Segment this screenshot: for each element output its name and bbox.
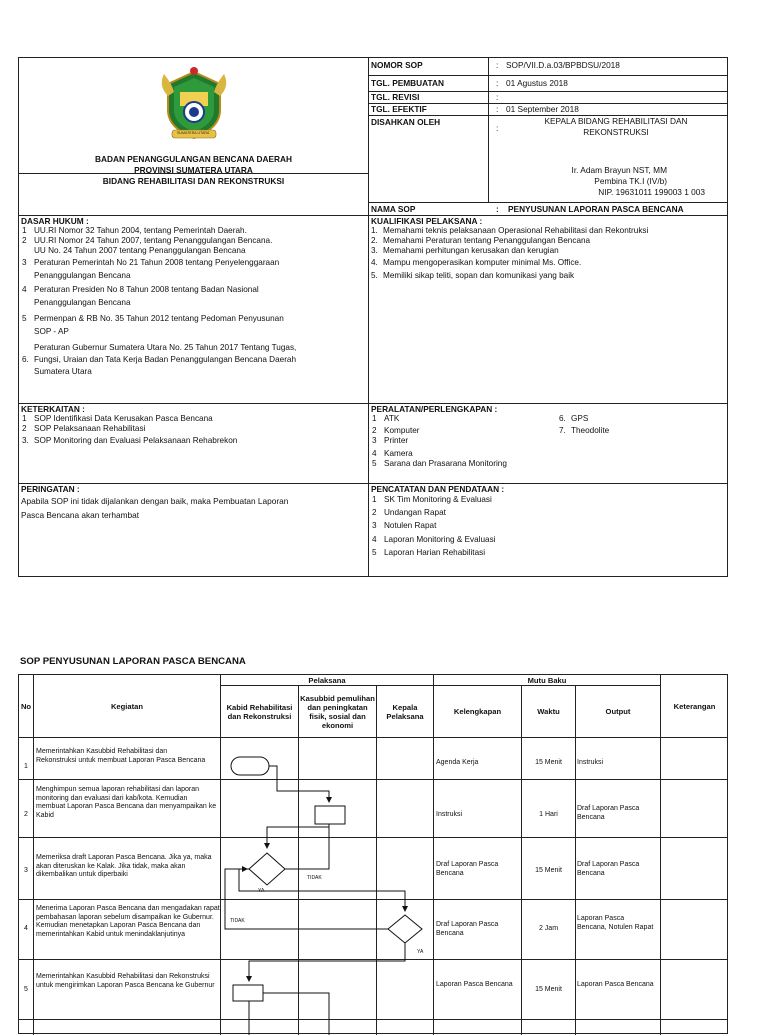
list-item: 5 Laporan Harian Rehabilitasi (372, 548, 486, 557)
row-kelengkapan: Draf Laporan Pasca Bencana (436, 861, 499, 877)
info-colon: : (496, 104, 499, 114)
tgl-efektif-value: 01 September 2018 (506, 104, 579, 114)
list-item: 1 SOP Identifikasi Data Kerusakan Pasca Bencana (22, 414, 213, 423)
list-item: 1. Memahami teknis pelaksanaan Operasional Rehabilitasi dan Rekontruksi (371, 226, 649, 235)
flow-connector (269, 766, 329, 802)
flow-start-terminator (231, 757, 269, 775)
peringatan-text-line1: Apabila SOP ini tidak dijalankan dengan baik, maka Pembuatan Laporan (21, 496, 289, 506)
list-item: 4. Mampu mengoperasikan komputer minimal Ms. Office. (371, 258, 582, 267)
disahkan-label: DISAHKAN OLEH (371, 117, 441, 127)
signer-name: Ir. Adam Brayun NST, MM (571, 165, 667, 175)
flow-decision-step3 (249, 853, 285, 885)
row-output: Draf Laporan Pasca Bencana (577, 861, 640, 877)
peralatan-list (372, 414, 507, 469)
pencatatan-title: PENCATATAN DAN PENDATAAN : (371, 484, 505, 494)
list-item: 3 Printer (372, 436, 409, 445)
list-item: Peraturan Gubernur Sumatera Utara No. 25 Tahun 2017 Tentang Tugas, (34, 343, 297, 352)
peringatan-title: PERINGATAN : (21, 484, 80, 494)
row-kegiatan: Memeriksa draft Laporan Pasca Bencana. Jika ya, maka akan diteruskan ke Kalak. Jika tidak, maka akan dikembalikan untuk diperbaiki (36, 854, 212, 879)
row-kelengkapan: Agenda Kerja (436, 759, 479, 766)
row-waktu: 15 Menit (535, 759, 562, 766)
list-item: 6. Fungsi, Uraian dan Tata Kerja Badan Penanggulangan Bencana Daerah (22, 355, 297, 364)
header-kabid: Kabid Rehabilitasi dan Rekonstruksi (226, 702, 293, 721)
list-item: Sumatera Utara (34, 367, 92, 376)
row-kelengkapan: Laporan Pasca Bencana (436, 981, 513, 988)
nama-sop-value: PENYUSUNAN LAPORAN PASCA BENCANA (508, 204, 684, 214)
tgl-pembuatan-label: TGL. PEMBUATAN (371, 78, 444, 88)
flow-label-tidak: TIDAK (230, 918, 245, 924)
row-output: Draf Laporan Pasca Bencana (577, 805, 640, 821)
row-output: Laporan Pasca Bencana (577, 981, 654, 988)
row-no: 2 (24, 811, 28, 818)
list-item: 5 Permenpan & RB No. 35 Tahun 2012 tentang Pedoman Penyusunan (22, 314, 284, 323)
keterkaitan-title: KETERKAITAN : (21, 404, 85, 414)
list-item: 2 SOP Pelaksanaan Rehabilitasi (22, 424, 146, 433)
kualifikasi-list (371, 226, 648, 281)
nomor-sop-value: SOP/VII.D.a.03/BPBDSU/2018 (506, 60, 620, 70)
sop-header-box (18, 57, 728, 577)
flow-connector (263, 993, 329, 1035)
list-item: 7. Theodolite (559, 426, 610, 435)
nama-sop-label: NAMA SOP (371, 204, 416, 214)
org-name-line2: PROVINSI SUMATERA UTARA (134, 165, 253, 175)
peringatan-text-line2: Pasca Bencana akan terhambat (21, 510, 140, 520)
list-item: Penanggulangan Bencana (34, 271, 131, 280)
list-item: 5. Memiliki sikap teliti, sopan dan komunikasi yang baik (371, 271, 575, 280)
row-no: 3 (24, 867, 28, 874)
row-output: Instruksi (577, 759, 604, 766)
signer-nip: NIP. 19631011 199003 1 003 (598, 187, 705, 197)
tgl-revisi-label: TGL. REVISI (371, 92, 420, 102)
flow-process-step2 (315, 806, 345, 824)
logo-text: SUMATERA UTARA (177, 131, 210, 135)
tgl-efektif-label: TGL. EFEKTIF (371, 104, 427, 114)
row-waktu: 1 Hari (539, 811, 558, 818)
info-colon: : (496, 92, 499, 102)
flow-process-step5 (233, 985, 263, 1001)
list-item: 5 Sarana dan Prasarana Monitoring (372, 459, 507, 468)
list-item: 1 UU.RI Nomor 32 Tahun 2004, tentang Pemerintah Daerah. (22, 226, 247, 235)
list-item: 4 Laporan Monitoring & Evaluasi (372, 535, 496, 544)
row-no: 1 (24, 763, 28, 770)
list-item: 6. GPS (559, 414, 589, 423)
flow-connector (249, 943, 405, 981)
list-item: 4 Peraturan Presiden No 8 Tahun 2008 tentang Badan Nasional (22, 285, 259, 294)
row-kegiatan: Menghimpun semua laporan rehabilitasi dan laporan monitoring dan evaluasi dari kab/kota. Kemudian membuat Laporan Pasca Bencana dan menyampaikan ke Kabid (36, 786, 217, 819)
flowchart (19, 675, 728, 1035)
info-colon: : (496, 60, 499, 70)
list-item: 3. SOP Monitoring dan Evaluasi Pelaksanaan Rehabrekon (22, 436, 238, 445)
header-kelengkapan: Kelengkapan (453, 707, 502, 716)
list-item: 1 ATK (372, 414, 400, 423)
row-kegiatan: Memerintahkan Kasubbid Rehabilitasi dan Rekonstruksi untuk mengirimkan Laporan Pasca Bencana ke Gubernur (36, 973, 215, 989)
list-item: UU No. 24 Tahun 2007 tentang Penanggulangan Bencana (34, 246, 246, 255)
disahkan-title-line2: REKONSTRUKSI (583, 127, 649, 137)
dasar-hukum-list (22, 226, 296, 377)
info-colon: : (496, 78, 499, 88)
list-item: Penanggulangan Bencana (34, 298, 131, 307)
row-waktu: 15 Menit (535, 867, 562, 874)
flow-label-ya: YA (258, 888, 265, 894)
signer-rank: Pembina TK.I (IV/b) (594, 176, 667, 186)
header-kasubbid: Kasubbid pemulihan dan peningkatan fisik, sosial dan ekonomi (300, 693, 375, 730)
row-kegiatan: Menerima Laporan Pasca Bencana dan mengadakan rapat pembahasan laporan sebelum disampaikan ke Gubernur. Kemudian menetapkan Laporan Pasca Bencana dan memerintahkan Kabid untuk menindaklanjutinya (36, 905, 220, 938)
row-waktu: 15 Menit (535, 986, 562, 993)
kualifikasi-title: KUALIFIKASI PELAKSANA : (371, 216, 483, 226)
header-mutu-baku: Mutu Baku (527, 675, 567, 685)
info-colon: : (496, 204, 499, 214)
tgl-pembuatan-value: 01 Agustus 2018 (506, 78, 568, 88)
disahkan-title-line1: KEPALA BIDANG REHABILITASI DAN (544, 116, 688, 126)
list-item: 3 Notulen Rapat (372, 521, 437, 530)
info-colon: : (496, 123, 499, 133)
row-kegiatan: Memerintahkan Kasubbid Rehabilitasi dan Rekonstruksi untuk membuat Laporan Pasca Bencana (36, 748, 206, 764)
row-output: Laporan Pasca Bencana, Notulen Rapat (577, 915, 654, 931)
header-kepala: Kepala Pelaksana (386, 702, 424, 721)
pencatatan-list (372, 495, 496, 558)
flow-decision-step4 (388, 915, 422, 943)
list-item: 3. Memahami perhitungan kerusakan dan kerugian (371, 246, 559, 255)
list-item: 1 SK Tim Monitoring & Evaluasi (372, 495, 492, 504)
list-item: 2 Undangan Rapat (372, 508, 446, 517)
row-kelengkapan: Instruksi (436, 811, 463, 818)
list-item: 2. Memahami Peraturan tentang Penanggulangan Bencana (371, 236, 591, 245)
procedure-title: SOP PENYUSUNAN LAPORAN PASCA BENCANA (20, 656, 246, 667)
keterkaitan-list (22, 414, 237, 446)
procedure-table (18, 674, 728, 1034)
header-keterangan: Keterangan (673, 701, 716, 711)
flow-connector (285, 827, 329, 869)
row-kelengkapan: Draf Laporan Pasca Bencana (436, 921, 499, 937)
peralatan-title: PERALATAN/PERLENGKAPAN : (371, 404, 498, 414)
org-name-line3: BIDANG REHABILITASI DAN REKONSTRUKSI (102, 176, 285, 186)
peralatan-list-right (559, 414, 609, 436)
header-no: No (20, 701, 32, 711)
list-item: 4 Kamera (372, 449, 413, 458)
header-kegiatan: Kegiatan (110, 701, 144, 711)
list-item: 2 UU.RI Nomor 24 Tahun 2007, tentang Penanggulangan Bencana. (22, 236, 273, 245)
org-name-line1: BADAN PENANGGULANGAN BENCANA DAERAH (95, 154, 292, 164)
row-no: 4 (24, 925, 28, 932)
flow-connector (267, 824, 329, 848)
flow-label-tidak: TIDAK (307, 875, 322, 881)
header-pelaksana: Pelaksana (308, 675, 346, 685)
nomor-sop-label: NOMOR SOP (371, 60, 423, 70)
list-item: 2 Komputer (372, 426, 420, 435)
flow-label-ya: YA (417, 949, 424, 955)
header-waktu: Waktu (537, 707, 560, 716)
dasar-hukum-title: DASAR HUKUM : (21, 216, 89, 226)
row-no: 5 (24, 986, 28, 993)
header-output: Output (605, 707, 631, 716)
list-item: 3 Peraturan Pemerintah No 21 Tahun 2008 tentang Penyelenggaraan (22, 258, 280, 267)
row-waktu: 2 Jam (538, 925, 559, 932)
list-item: SOP - AP (34, 327, 69, 336)
